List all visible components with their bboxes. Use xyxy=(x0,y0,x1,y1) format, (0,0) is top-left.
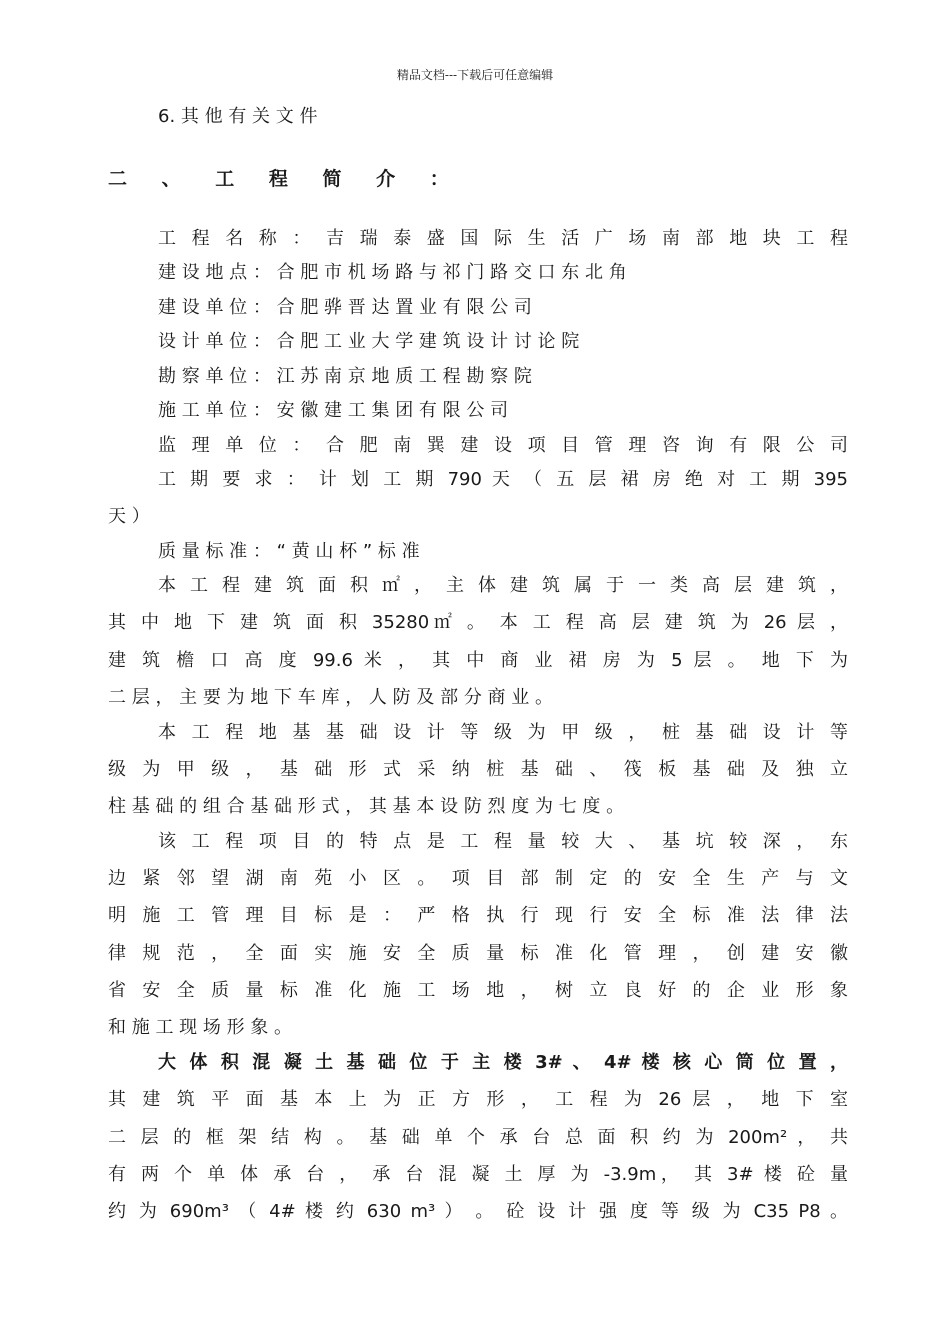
info-line-survey: 勘 察 单 位 ： 江 苏 南 京 地 质 工 程 勘 察 院 xyxy=(158,366,532,387)
info-line-supervisor: 监 理 单 位 ： 合 肥 南 巽 建 设 项 目 管 理 咨 询 有 限 公 司 xyxy=(158,435,848,456)
para3-line-1: 该 工 程 项 目 的 特 点 是 工 程 量 较 大 、 基 坑 较 深 ， 东 xyxy=(158,831,848,852)
para2-line-1: 本 工 程 地 基 基 础 设 计 等 级 为 甲 级 ， 桩 基 础 设 计 等 xyxy=(158,722,848,743)
info-line-location: 建 设 地 点 ： 合 肥 市 机 场 路 与 祁 门 路 交 口 东 北 角 xyxy=(158,262,627,283)
para1-line-1: 本 工 程 建 筑 面 积 ㎡ ， 主 体 建 筑 属 于 一 类 高 层 建 筑 ， xyxy=(158,575,848,596)
info-line-schedule: 工 期 要 求 ： 计 划 工 期 790 天 （ 五 层 裙 房 绝 对 工 期 395 xyxy=(158,469,848,490)
para3-line-2: 边 紧 邻 望 湖 南 苑 小 区 。 项 目 部 制 定 的 安 全 生 产 与 文 xyxy=(108,868,848,889)
para2-line-3: 柱 基 础 的 组 合 基 础 形 式 ， 其 基 本 设 防 烈 度 为 七 度 。 xyxy=(108,796,625,817)
para1-line-4: 二 层 ， 主 要 为 地 下 车 库 ， 人 防 及 部 分 商 业 。 xyxy=(108,687,553,708)
info-line-builder: 建 设 单 位 ： 合 肥 骅 晋 达 置 业 有 限 公 司 xyxy=(158,297,532,318)
para1-line-2: 其 中 地 下 建 筑 面 积 35280㎡ 。 本 工 程 高 层 建 筑 为 26 层 ， xyxy=(108,612,848,633)
para3-line-6: 和 施 工 现 场 形 象 。 xyxy=(108,1017,293,1038)
page-header: 精品文档---下载后可任意编辑 xyxy=(396,68,554,82)
para4-line-5: 约 为 690m³ （ 4# 楼 约 630 m³ ） 。 砼 设 计 强 度 等 级 为 C35 P8 。 xyxy=(108,1201,848,1222)
info-line-schedule-cont: 天 ） xyxy=(108,506,150,527)
info-line-name: 工 程 名 称 ： 吉 瑞 泰 盛 国 际 生 活 广 场 南 部 地 块 工 程 xyxy=(158,228,848,249)
para2-line-2: 级 为 甲 级 ， 基 础 形 式 采 纳 桩 基 础 、 筏 板 基 础 及 独 立 xyxy=(108,759,848,780)
para4-line-4: 有 两 个 单 体 承 台 ， 承 台 混 凝 土 厚 为 -3.9m， 其 3# 楼 砼 量 xyxy=(108,1164,848,1185)
para3-line-3: 明 施 工 管 理 目 标 是 ： 严 格 执 行 现 行 安 全 标 准 法 律 法 xyxy=(108,905,848,926)
para4-line-1: 大 体 积 混 凝 土 基 础 位 于 主 楼 3# 、 4# 楼 核 心 筒 位 置 ， xyxy=(158,1052,848,1073)
para1-line-3: 建 筑 檐 口 高 度 99.6 米 ， 其 中 商 业 裙 房 为 5 层 。 地 下 为 xyxy=(108,650,848,671)
info-line-quality: 质 量 标 准 ： “ 黄 山 杯 ” 标 准 xyxy=(158,541,420,562)
para3-line-5: 省 安 全 质 量 标 准 化 施 工 场 地 ， 树 立 良 好 的 企 业 形 象 xyxy=(108,980,848,1001)
para3-line-4: 律 规 范 ， 全 面 实 施 安 全 质 量 标 准 化 管 理 ， 创 建 安 徽 xyxy=(108,943,848,964)
para4-line-3: 二 层 的 框 架 结 构 。 基 础 单 个 承 台 总 面 积 约 为 200m² ， 共 xyxy=(108,1127,848,1148)
info-line-designer: 设 计 单 位 ： 合 肥 工 业 大 学 建 筑 设 计 讨 论 院 xyxy=(158,331,580,352)
list-item-6: 6. 其 他 有 关 文 件 xyxy=(158,106,318,127)
para4-line-2: 其 建 筑 平 面 基 本 上 为 正 方 形 ， 工 程 为 26 层 ， 地 下 室 xyxy=(108,1089,848,1110)
section-title: 二 、 工 程 简 介 ： xyxy=(108,168,463,190)
info-line-contractor: 施 工 单 位 ： 安 徽 建 工 集 团 有 限 公 司 xyxy=(158,400,509,421)
